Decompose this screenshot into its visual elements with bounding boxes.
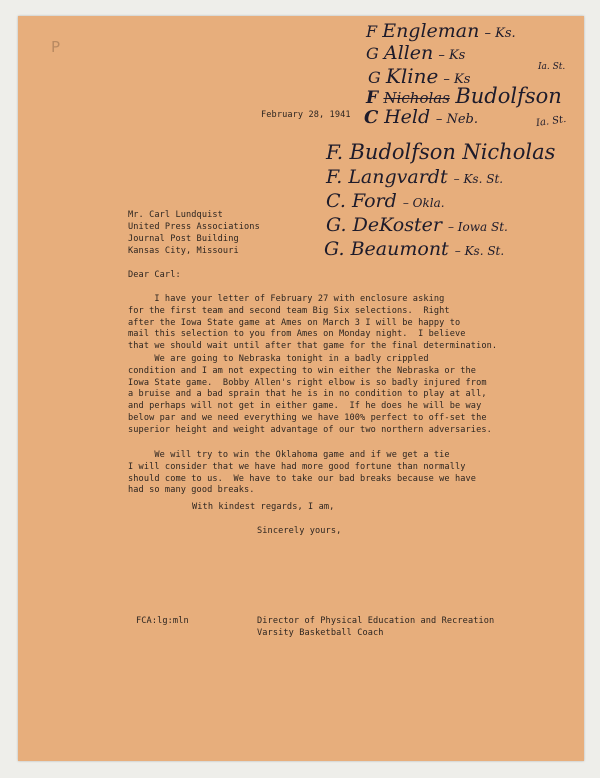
hand-line-4 xyxy=(366,84,562,108)
hand-name: Engleman xyxy=(382,20,480,42)
letter-sheet xyxy=(18,16,584,761)
hand-line-2 xyxy=(366,42,465,64)
address-line: Mr. Carl Lundquist xyxy=(128,210,223,220)
hand-name: Allen xyxy=(383,42,434,64)
hand-name: DeKoster xyxy=(352,214,442,236)
hand-b-line-4 xyxy=(326,214,508,236)
hand-b-line-3 xyxy=(326,190,445,212)
hand-note: – Iowa St. xyxy=(447,220,508,234)
hand-line-1 xyxy=(366,20,516,42)
hand-pos: F xyxy=(366,88,379,108)
closing-line: With kindest regards, I am, xyxy=(192,502,335,512)
body-paragraph-3: We will try to win the Oklahoma game and if we get a tie I will consider that we have had more good fortune than normally should come to us. We have to take our bad breaks because we have had so many good breaks. xyxy=(128,450,477,496)
hand-name: Kline xyxy=(385,64,439,88)
hand-line-5 xyxy=(364,106,478,128)
hand-note: – Okla. xyxy=(402,196,445,210)
hand-pos: F. xyxy=(326,140,344,164)
hand-name: Ford xyxy=(351,190,397,212)
hand-note: – Neb. xyxy=(435,112,479,127)
hand-b-line-1 xyxy=(326,140,555,164)
hand-note: Nicholas xyxy=(462,140,556,164)
letter-date: February 28, 1941 xyxy=(261,110,351,120)
address-line: Journal Post Building xyxy=(128,234,239,244)
signature-title-line: Director of Physical Education and Recreation xyxy=(257,616,495,626)
address-line: Kansas City, Missouri xyxy=(128,246,239,256)
hand-note: – Ks xyxy=(443,72,471,87)
reference-initials: FCA:lg:mln xyxy=(136,616,189,626)
hand-note: – Ks. xyxy=(484,26,516,41)
hand-pos: F xyxy=(366,22,378,41)
hand-pos: G. xyxy=(324,238,345,260)
hand-line-4-extra: Ia. St. xyxy=(538,62,566,72)
hand-name-struck: Nicholas xyxy=(383,89,450,107)
address-line: United Press Associations xyxy=(128,222,260,232)
hand-note: – Ks. St. xyxy=(454,244,505,258)
body-paragraph-1: I have your letter of February 27 with enclosure asking for the first team and second team Big Six selections. Right after the Iowa State game at Ames on March 3 I will be happy to mail this selection to you from Ames on Monday night. I believe that we should wait until after that game for the final determination. xyxy=(128,294,498,352)
hand-pos: C. xyxy=(326,190,346,212)
hand-pos: G. xyxy=(326,214,347,236)
hand-pos: F. xyxy=(326,166,343,188)
hand-note: – Ks xyxy=(438,48,466,63)
hand-note: Budolfson xyxy=(455,84,562,108)
pencil-mark: P xyxy=(51,38,61,56)
salutation: Dear Carl: xyxy=(128,270,181,280)
hand-pos: G xyxy=(368,68,381,87)
hand-name: Budolfson xyxy=(349,140,456,164)
hand-name: Langvardt xyxy=(348,166,448,188)
hand-name: Beaumont xyxy=(350,238,449,260)
signature-title-line: Varsity Basketball Coach xyxy=(257,628,384,638)
hand-name: Held xyxy=(384,106,431,128)
hand-pos: G xyxy=(366,44,379,63)
body-paragraph-2: We are going to Nebraska tonight in a badly crippled condition and I am not expecting to win either the Nebraska or the Iowa State game. Bobby Allen's right elbow is so badly injured from a bruise and a bad sprain that he is in no condition to play at all, and perhaps will not get in either game. If he does he will be way below par and we need everything we have 100% perfect to off-set the superior height and weight advantage of our two northern adversaries. xyxy=(128,354,492,435)
hand-b-line-1-extra: Ia. St. xyxy=(535,113,567,130)
hand-b-line-2 xyxy=(326,166,503,188)
signoff: Sincerely yours, xyxy=(257,526,342,536)
hand-pos: C xyxy=(364,107,379,128)
hand-b-line-5 xyxy=(324,238,504,260)
hand-note: – Ks. St. xyxy=(453,172,504,186)
